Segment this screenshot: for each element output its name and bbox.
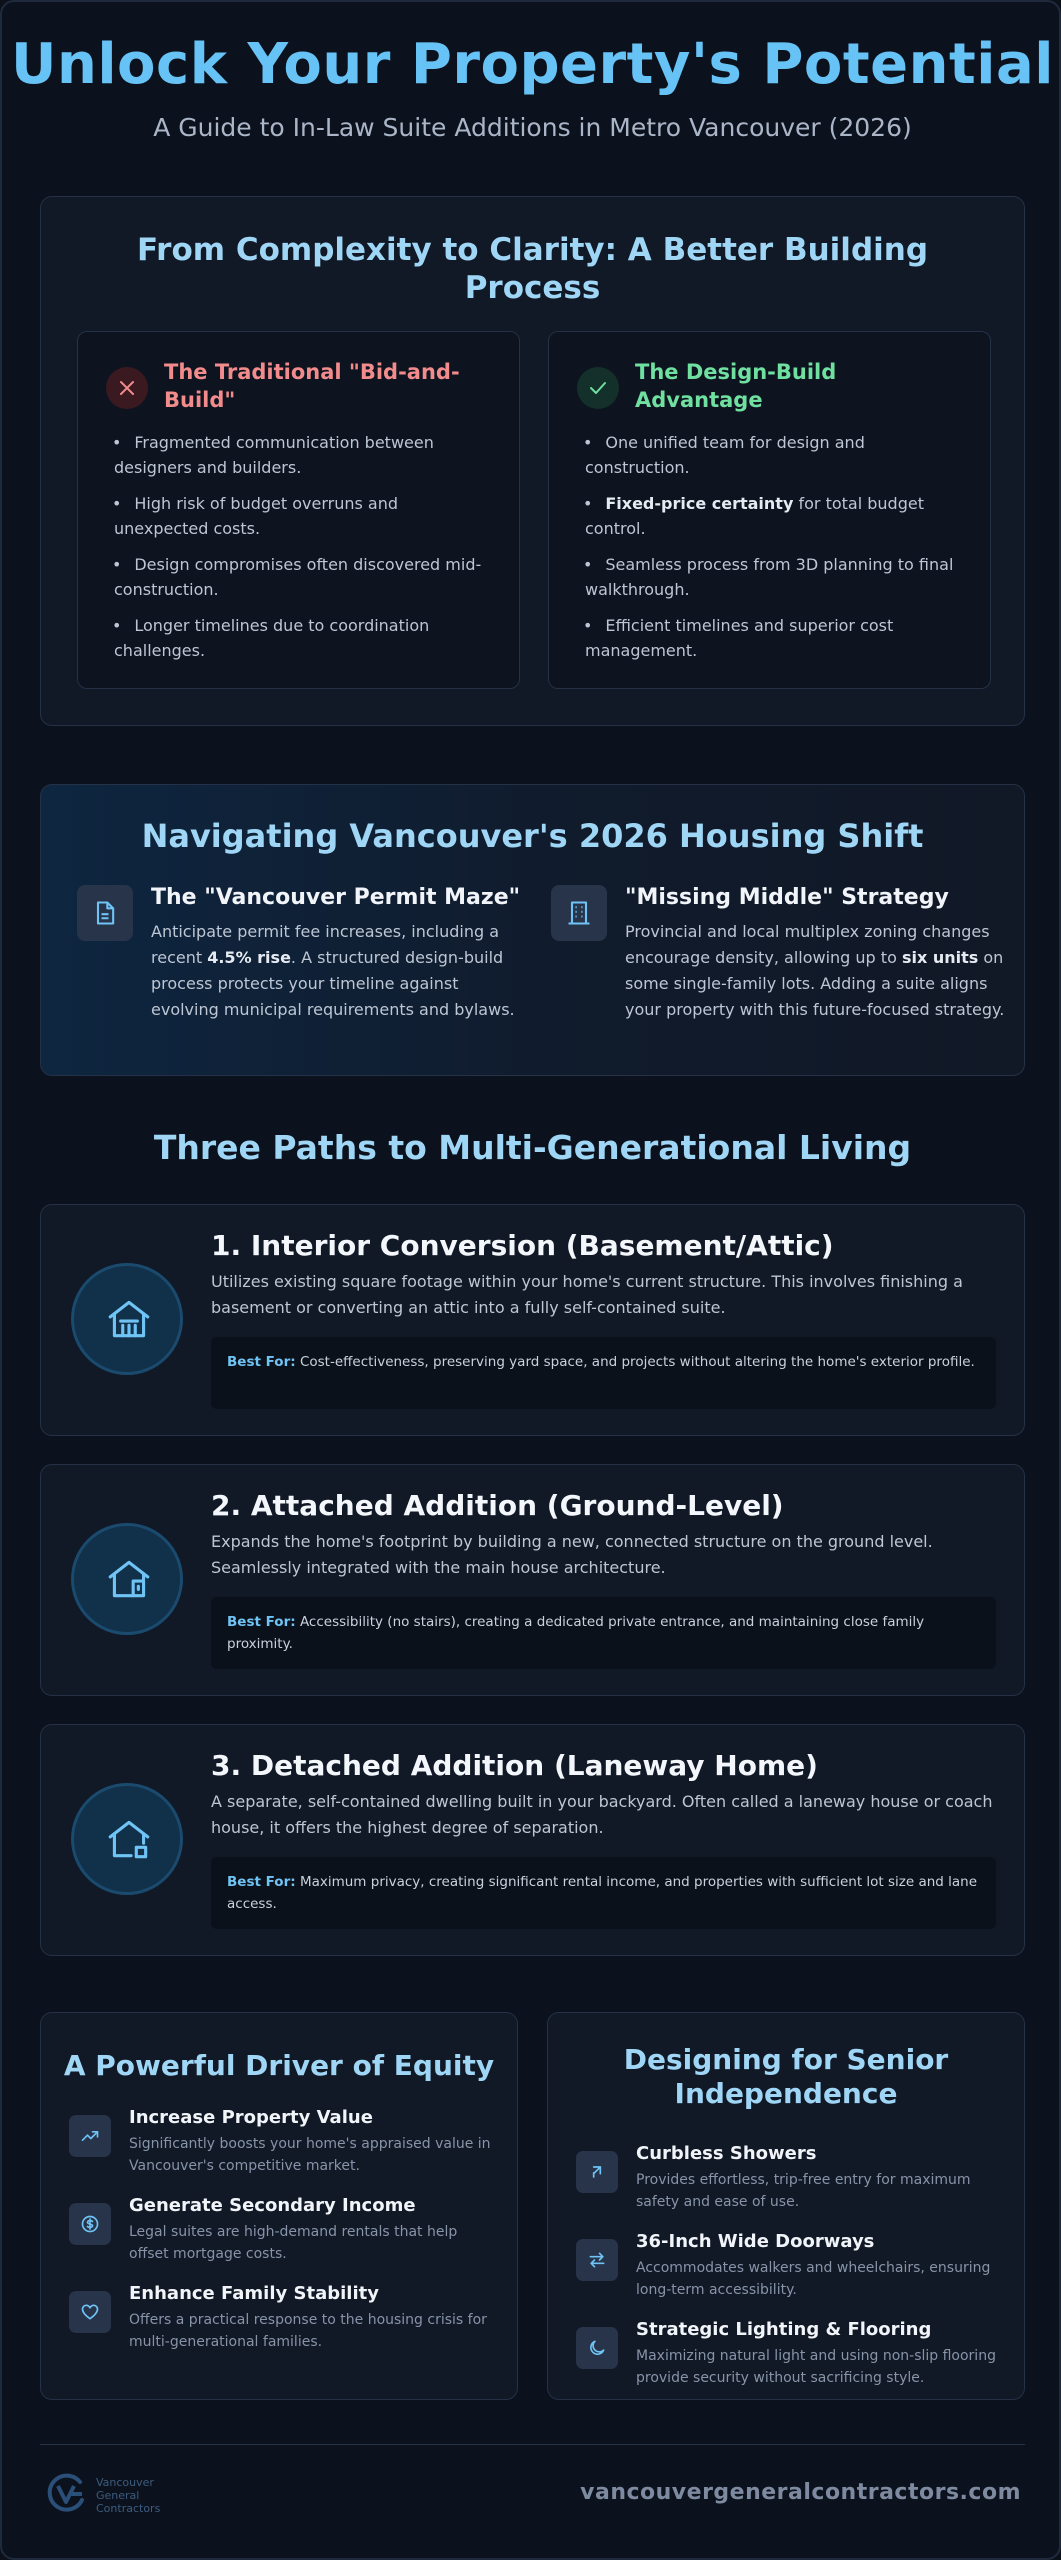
list-item: • Fixed-price certainty for total budget control.	[583, 494, 924, 538]
house-detached-icon	[71, 1783, 183, 1895]
house-attached-icon	[71, 1523, 183, 1635]
permit-text: Anticipate permit fee increases, including a recent 4.5% rise. A structured design-build process protects your timeline against evolving municipal requirements and bylaws.	[151, 922, 515, 1019]
senior-item-title: 36-Inch Wide Doorways	[636, 2231, 875, 2252]
paths-title: Three Paths to Multi-Generational Living	[153, 1128, 912, 1167]
equity-item-desc: Offers a practical response to the housing crisis for multi-generational families.	[129, 2312, 487, 2350]
page-subtitle: A Guide to In-Law Suite Additions in Metro Vancouver (2026)	[153, 113, 912, 142]
x-icon	[106, 367, 148, 409]
path-description: Expands the home's footprint by building a new, connected structure on the ground level. Seamlessly integrated with the main house architecture.	[211, 1532, 933, 1577]
path-title: 1. Interior Conversion (Basement/Attic)	[211, 1229, 834, 1262]
house-interior-icon	[71, 1263, 183, 1375]
logo-text: Vancouver General Contractors	[96, 2476, 161, 2515]
senior-panel	[547, 2012, 1025, 2400]
middle-text: Provincial and local multiplex zoning changes encourage density, allowing up to six units on some single-family lots. Adding a suite aligns your property with this future-focused strategy.	[625, 922, 1005, 1019]
path-description: Utilizes existing square footage within your home's current structure. This involves finishing a basement or converting an attic into a fully self-contained suite.	[211, 1272, 963, 1317]
housing-shift-panel	[40, 784, 1025, 1076]
best-for-box: Best For: Cost-effectiveness, preserving yard space, and projects without altering the home's exterior profile.	[211, 1337, 996, 1409]
equity-title: A Powerful Driver of Equity	[63, 2049, 495, 2082]
equity-item-title: Increase Property Value	[129, 2107, 373, 2128]
heart-icon	[69, 2291, 111, 2333]
company-logo[interactable]	[44, 2470, 184, 2518]
senior-item-title: Strategic Lighting & Flooring	[636, 2319, 932, 2340]
check-icon	[577, 367, 619, 409]
process-comparison-panel	[40, 196, 1025, 726]
list-item: • Design compromises often discovered mid-construction.	[112, 555, 482, 599]
traditional-title: The Traditional "Bid-and-Build"	[164, 360, 460, 412]
website-link[interactable]: vancouvergeneralcontractors.com	[580, 2480, 1021, 2505]
designbuild-list	[585, 430, 966, 674]
equity-panel	[40, 2012, 518, 2400]
arrow-up-left-icon	[576, 2151, 618, 2193]
path-title: 2. Attached Addition (Ground-Level)	[211, 1489, 784, 1522]
process-title: From Complexity to Clarity: A Better Building Process	[136, 232, 929, 306]
document-icon	[77, 885, 133, 941]
designbuild-title: The Design-Build Advantage	[635, 360, 837, 412]
trending-up-icon	[69, 2115, 111, 2157]
list-item: • Efficient timelines and superior cost management.	[583, 616, 894, 660]
middle-title: "Missing Middle" Strategy	[625, 885, 949, 910]
list-item: • Fragmented communication between designers and builders.	[112, 433, 434, 477]
list-item: • Longer timelines due to coordination challenges.	[112, 616, 430, 660]
path-card-detached	[40, 1724, 1025, 1956]
path-card-interior	[40, 1204, 1025, 1436]
footer-divider	[40, 2444, 1025, 2445]
path-title: 3. Detached Addition (Laneway Home)	[211, 1749, 818, 1782]
list-item: • One unified team for design and construction.	[583, 433, 865, 477]
page-title: Unlock Your Property's Potential	[11, 32, 1054, 97]
senior-item-desc: Accommodates walkers and wheelchairs, ensuring long-term accessibility.	[636, 2260, 991, 2298]
equity-item-desc: Significantly boosts your home's appraised value in Vancouver's competitive market.	[129, 2136, 491, 2174]
senior-item-desc: Provides effortless, trip-free entry for maximum safety and ease of use.	[636, 2172, 971, 2210]
equity-item-title: Enhance Family Stability	[129, 2283, 379, 2304]
hero	[2, 32, 1061, 142]
moon-icon	[576, 2327, 618, 2369]
traditional-column	[77, 331, 520, 689]
permit-title: The "Vancouver Permit Maze"	[151, 885, 521, 910]
senior-title: Designing for Senior Independence	[623, 2043, 949, 2110]
list-item: • High risk of budget overruns and unexpected costs.	[112, 494, 399, 538]
best-for-box: Best For: Accessibility (no stairs), creating a dedicated private entrance, and maintaining close family proximity.	[211, 1597, 996, 1669]
building-icon	[551, 885, 607, 941]
path-card-attached	[40, 1464, 1025, 1696]
swap-arrows-icon	[576, 2239, 618, 2281]
equity-item-title: Generate Secondary Income	[129, 2195, 416, 2216]
dollar-coin-icon	[69, 2203, 111, 2245]
list-item: • Seamless process from 3D planning to final walkthrough.	[583, 555, 954, 599]
best-for-box: Best For: Maximum privacy, creating significant rental income, and properties with sufficient lot size and lane access.	[211, 1857, 996, 1929]
logo-mark-icon	[44, 2470, 90, 2516]
path-description: A separate, self-contained dwelling built in your backyard. Often called a laneway house or coach house, it offers the highest degree of separation.	[211, 1792, 993, 1837]
traditional-list	[114, 430, 495, 674]
shift-title: Navigating Vancouver's 2026 Housing Shift	[141, 817, 924, 855]
senior-item-title: Curbless Showers	[636, 2143, 817, 2164]
equity-item-desc: Legal suites are high-demand rentals that help offset mortgage costs.	[129, 2224, 458, 2262]
senior-item-desc: Maximizing natural light and using non-slip flooring provide security without sacrificing style.	[636, 2348, 996, 2386]
designbuild-column	[548, 331, 991, 689]
